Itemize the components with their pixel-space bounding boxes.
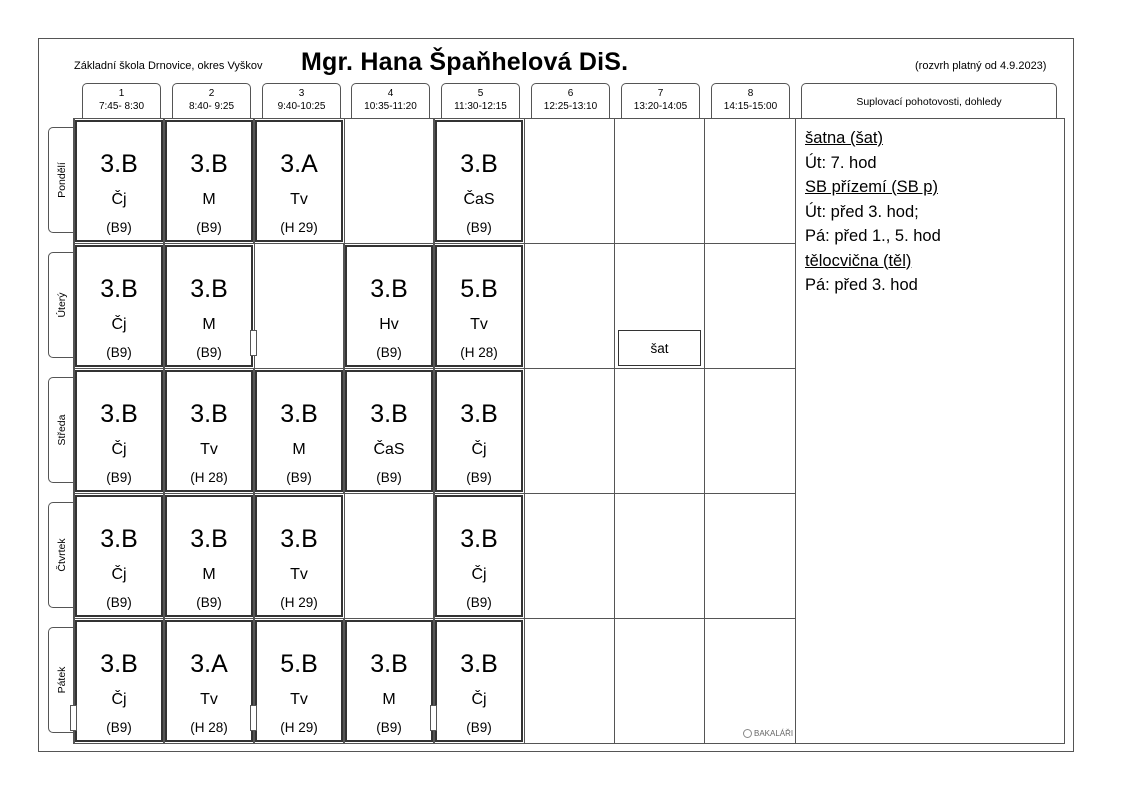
validity-note: (rozvrh platný od 4.9.2023) bbox=[915, 60, 1047, 72]
lesson-cell[interactable]: 3.B Tv (H 28) bbox=[165, 370, 253, 492]
lesson-cell[interactable]: 3.B ČaS (B9) bbox=[345, 370, 433, 492]
duty-marker bbox=[250, 330, 257, 356]
day-tab-friday: Pátek bbox=[48, 627, 75, 733]
grid-line bbox=[524, 118, 525, 744]
supervision-list bbox=[805, 126, 941, 298]
grid-line bbox=[74, 493, 795, 494]
lesson-cell[interactable]: 3.A Tv (H 28) bbox=[165, 620, 253, 742]
supervision-line: Út: před 3. hod; bbox=[805, 202, 919, 221]
period-header-8: 8 14:15-15:00 bbox=[711, 83, 790, 119]
grid-line bbox=[74, 618, 795, 619]
lesson-cell[interactable]: 3.B M (B9) bbox=[165, 495, 253, 617]
period-header-5: 5 11:30-12:15 bbox=[441, 83, 520, 119]
grid-line bbox=[614, 118, 615, 744]
lesson-cell[interactable]: 3.B M (B9) bbox=[345, 620, 433, 742]
lesson-cell[interactable]: 3.B Tv (H 29) bbox=[255, 495, 343, 617]
lesson-cell[interactable]: 3.B Čj (B9) bbox=[75, 620, 163, 742]
day-tab-wednesday: Středa bbox=[48, 377, 75, 483]
period-header-4: 4 10:35-11:20 bbox=[351, 83, 430, 119]
duty-marker bbox=[250, 705, 257, 731]
lesson-cell[interactable]: 3.B M (B9) bbox=[255, 370, 343, 492]
period-header-1: 1 7:45- 8:30 bbox=[82, 83, 161, 119]
grid-line bbox=[74, 368, 795, 369]
lesson-cell[interactable]: 3.B Čj (B9) bbox=[75, 120, 163, 242]
day-tab-tuesday: Úterý bbox=[48, 252, 75, 358]
lesson-cell[interactable]: 5.B Tv (H 28) bbox=[435, 245, 523, 367]
grid-line bbox=[704, 118, 705, 744]
teacher-name: Mgr. Hana Špaňhelová DiS. bbox=[301, 48, 629, 76]
lesson-cell[interactable]: 3.B Čj (B9) bbox=[75, 245, 163, 367]
duty-marker bbox=[70, 705, 77, 731]
supervision-header: Suplovací pohotovosti, dohledy bbox=[801, 83, 1057, 119]
duty-cell[interactable]: šat bbox=[618, 330, 701, 366]
grid-line bbox=[74, 743, 795, 744]
period-header-6: 6 12:25-13:10 bbox=[531, 83, 610, 119]
day-tab-thursday: Čtvrtek bbox=[48, 502, 75, 608]
lesson-cell[interactable]: 3.B Hv (B9) bbox=[345, 245, 433, 367]
day-tab-monday: Pondělí bbox=[48, 127, 75, 233]
school-name: Základní škola Drnovice, okres Vyškov bbox=[74, 60, 263, 72]
duty-marker bbox=[430, 705, 437, 731]
lesson-cell[interactable]: 3.B Čj (B9) bbox=[435, 495, 523, 617]
lesson-cell[interactable]: 3.A Tv (H 29) bbox=[255, 120, 343, 242]
lesson-cell[interactable]: 5.B Tv (H 29) bbox=[255, 620, 343, 742]
supervision-line: Pá: před 3. hod bbox=[805, 276, 918, 294]
bakalari-logo: BAKALÁŘI bbox=[743, 729, 793, 738]
lesson-cell[interactable]: 3.B M (B9) bbox=[165, 245, 253, 367]
lesson-cell[interactable]: 3.B Čj (B9) bbox=[435, 620, 523, 742]
lesson-cell[interactable]: 3.B Čj (B9) bbox=[75, 495, 163, 617]
supervision-place: šatna (šat) bbox=[805, 129, 883, 147]
grid-line bbox=[74, 118, 795, 119]
supervision-place: tělocvična (těl) bbox=[805, 251, 912, 270]
supervision-line: Út: 7. hod bbox=[805, 153, 877, 172]
grid-line bbox=[74, 243, 795, 244]
lesson-cell[interactable]: 3.B Čj (B9) bbox=[435, 370, 523, 492]
supervision-line: Pá: před 1., 5. hod bbox=[805, 227, 941, 245]
period-header-2: 2 8:40- 9:25 bbox=[172, 83, 251, 119]
lesson-cell[interactable]: 3.B ČaS (B9) bbox=[435, 120, 523, 242]
period-header-3: 3 9:40-10:25 bbox=[262, 83, 341, 119]
supervision-place: SB přízemí (SB p) bbox=[805, 178, 938, 196]
logo-icon bbox=[743, 729, 752, 738]
period-header-7: 7 13:20-14:05 bbox=[621, 83, 700, 119]
lesson-cell[interactable]: 3.B M (B9) bbox=[165, 120, 253, 242]
lesson-cell[interactable]: 3.B Čj (B9) bbox=[75, 370, 163, 492]
